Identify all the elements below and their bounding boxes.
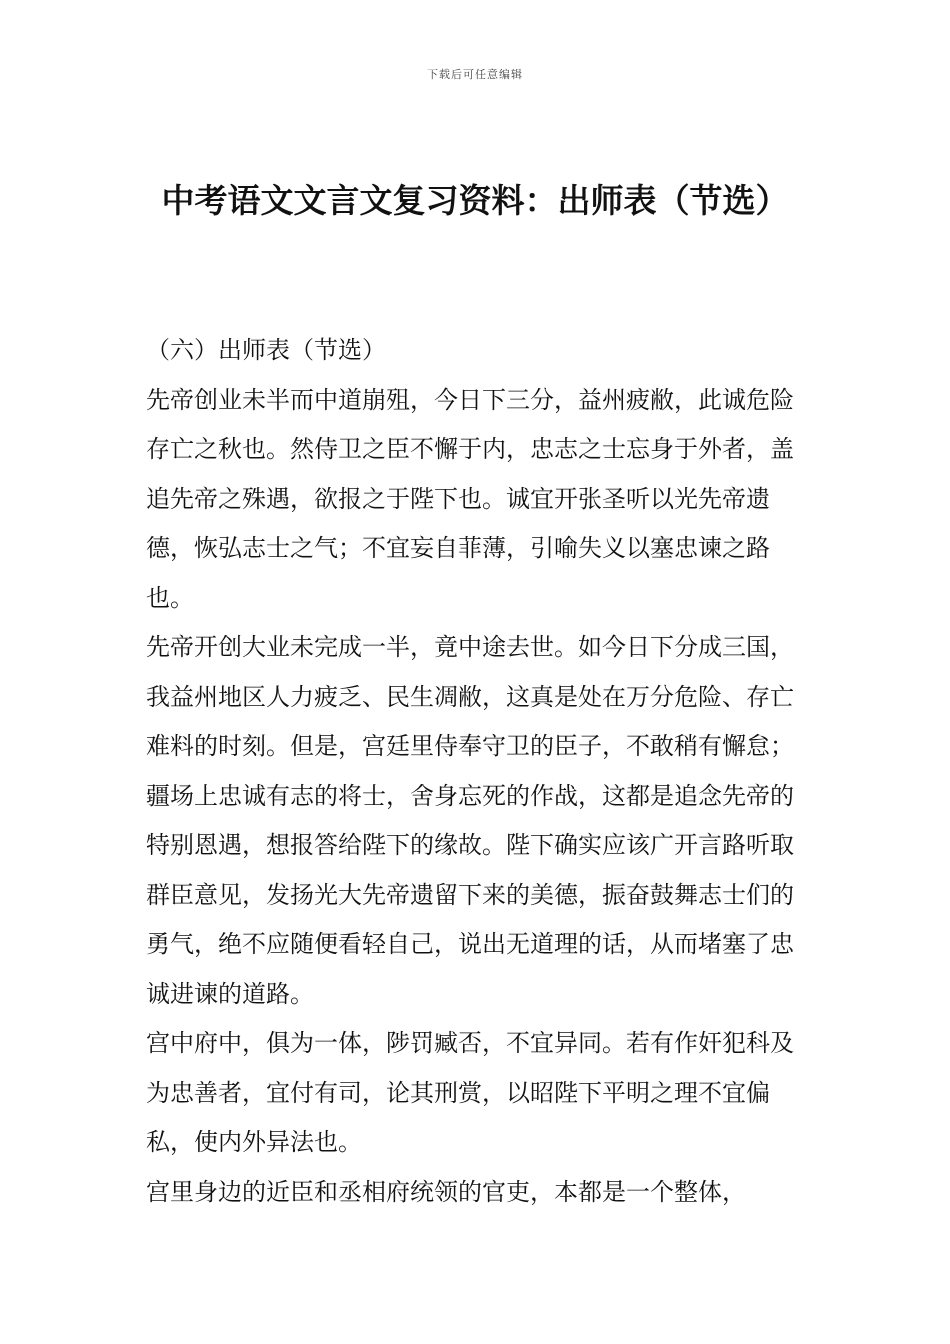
section-heading: （六）出师表（节选） (146, 336, 386, 364)
paragraph-original-2: 宫中府中，俱为一体，陟罚臧否，不宜异同。若有作奸犯科及为忠善者，宜付有司，论其刑赏，以昭陛下平明之理不宜偏私，使内外异法也。 (146, 1029, 794, 1156)
header-note: 下载后可任意编辑 (427, 68, 523, 81)
document-title: 中考语文文言文复习资料：出师表（节选） (161, 181, 789, 220)
paragraph-translation-2: 宫里身边的近臣和丞相府统领的官吏，本都是一个整体， (146, 1177, 746, 1206)
paragraph-translation-1: 先帝开创大业未完成一半，竟中途去世。如今日下分成三国，我益州地区人力疲乏、民生凋敝，这真是处在万分危险、存亡难料的时刻。但是，宫廷里侍奉守卫的臣子，不敢稍有懈怠；疆场上忠诚有志的将士，舍身忘死的作战，这都是追念先帝的特别恩遇，想报答给陛下的缘故。陛下确实应该广开言路听取群臣意见，发扬光大先帝遗留下来的美德，振奋鼓舞志士们的勇气，绝不应随便看轻自己，说出无道理的话，从而堵塞了忠诚进谏的道路。 (146, 633, 794, 1008)
paragraph-original-1: 先帝创业未半而中道崩殂，今日下三分，益州疲敝，此诚危险存亡之秋也。然侍卫之臣不懈于内，忠志之士忘身于外者，盖追先帝之殊遇，欲报之于陛下也。诚宜开张圣听以光先帝遗德，恢弘志士之气；不宜妄自菲薄，引喻失义以塞忠谏之路也。 (146, 385, 794, 612)
document-body (146, 326, 808, 1217)
